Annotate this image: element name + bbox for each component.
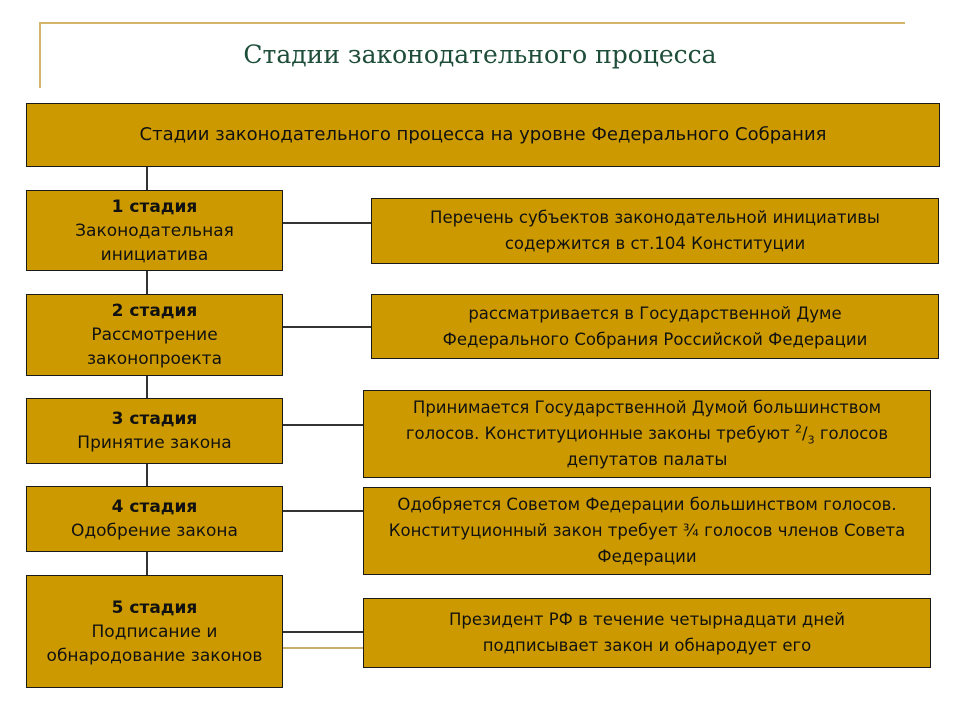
connector-stage-5b xyxy=(283,647,363,649)
stage-4-description xyxy=(363,487,931,575)
stage-1-box xyxy=(26,190,283,271)
stage-3-description-text-end: голосов депутатов палаты xyxy=(566,424,889,469)
header-box: Стадии законодательного процесса на уровне Федерального Собрания xyxy=(26,103,940,167)
stage-3-description xyxy=(363,390,931,478)
stage-2-name: Рассмотрение законопроекта xyxy=(87,325,222,369)
page-title: Стадии законодательного процесса xyxy=(243,40,717,69)
stage-3-description-text-start: Принимается Государственной Думой большинством голосов. Конституционные законы требуют xyxy=(405,398,882,443)
stage-1-description-text: Перечень субъектов законодательной инициативы содержится в ст.104 Конституции xyxy=(430,208,880,253)
stage-5-box xyxy=(26,575,283,688)
connector-stage-2 xyxy=(283,326,371,328)
stage-5-name: Подписание и обнародование законов xyxy=(46,621,263,666)
connector-stage-1 xyxy=(283,222,371,224)
stage-4-name: Одобрение закона xyxy=(71,521,238,541)
stage-1-number: 1 стадия xyxy=(111,196,198,217)
fraction-slash: / xyxy=(802,424,808,443)
stage-2-description-text: рассматривается в Государственной Думе Федерального Собрания Российской Федерации xyxy=(442,303,868,349)
stage-3-fraction xyxy=(795,422,815,447)
connector-stage-3 xyxy=(283,424,363,426)
stage-2-description xyxy=(371,294,939,359)
stage-5-number: 5 стадия xyxy=(111,597,198,618)
stage-3-number: 3 стадия xyxy=(111,409,198,429)
fraction-denominator: 3 xyxy=(807,433,815,447)
decor-horizontal-line xyxy=(39,22,905,24)
stage-2-box xyxy=(26,294,283,376)
fraction-numerator: 2 xyxy=(795,422,803,436)
stage-1-name: Законодательная инициатива xyxy=(75,220,234,265)
stage-5-description xyxy=(363,598,931,668)
stage-4-description-text: Одобряется Советом Федерации большинством голосов. Конституционный закон требует ¾ голосов членов Совета Федерации xyxy=(388,495,906,566)
stage-4-box xyxy=(26,486,283,552)
stage-4-number: 4 стадия xyxy=(111,497,198,517)
stage-1-description xyxy=(371,198,939,264)
stage-5-description-text: Президент РФ в течение четырнадцати дней подписывает закон и обнародует его xyxy=(449,610,845,655)
connector-stage-5a xyxy=(283,631,363,633)
stage-3-box xyxy=(26,398,283,464)
stage-2-number: 2 стадия xyxy=(111,301,198,321)
stage-3-name: Принятие закона xyxy=(77,433,232,453)
connector-stage-4 xyxy=(283,510,363,512)
